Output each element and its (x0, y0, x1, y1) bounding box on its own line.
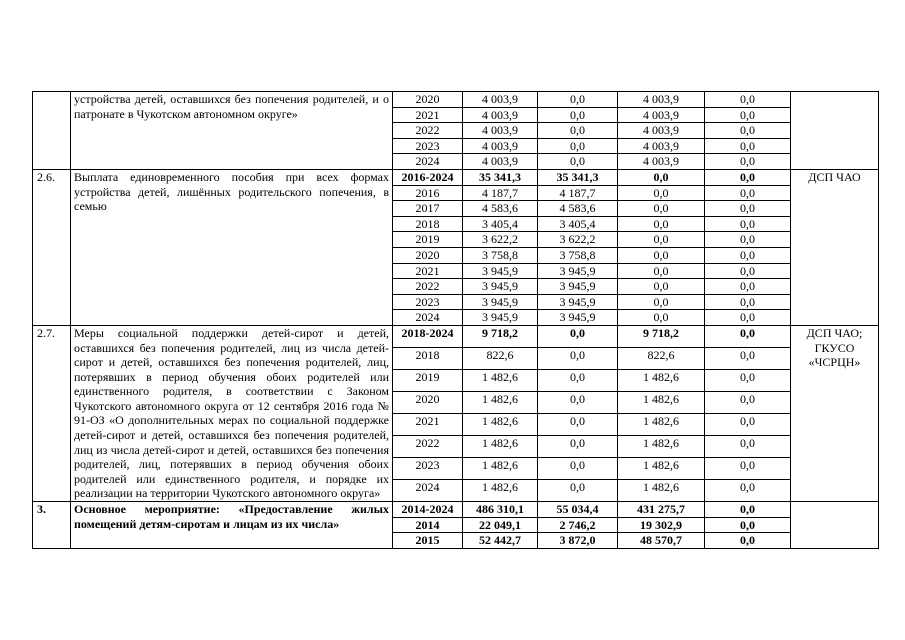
period-cell: 2022 (393, 123, 463, 139)
funding-table (32, 91, 879, 549)
regional-budget-cell: 4 003,9 (618, 123, 705, 139)
regional-budget-cell: 4 003,9 (618, 138, 705, 154)
regional-budget-cell: 0,0 (618, 279, 705, 295)
other-sources-cell: 0,0 (705, 154, 791, 170)
period-cell: 2014 (393, 517, 463, 533)
total-cell: 1 482,6 (463, 458, 538, 480)
other-sources-cell: 0,0 (705, 263, 791, 279)
other-sources-cell: 0,0 (705, 169, 791, 185)
period-cell: 2017 (393, 201, 463, 217)
other-sources-cell: 0,0 (705, 107, 791, 123)
total-cell: 3 945,9 (463, 279, 538, 295)
item-number: 2.7. (33, 325, 71, 501)
regional-budget-cell: 1 482,6 (618, 413, 705, 435)
item-number: 3. (33, 502, 71, 549)
other-sources-cell: 0,0 (705, 347, 791, 369)
other-sources-cell: 0,0 (705, 413, 791, 435)
regional-budget-cell: 9 718,2 (618, 325, 705, 347)
total-cell: 1 482,6 (463, 369, 538, 391)
other-sources-cell: 0,0 (705, 458, 791, 480)
federal-budget-cell: 0,0 (538, 369, 618, 391)
total-cell: 486 310,1 (463, 502, 538, 518)
table-body (33, 92, 879, 549)
period-cell: 2023 (393, 458, 463, 480)
federal-budget-cell: 0,0 (538, 391, 618, 413)
total-cell: 22 049,1 (463, 517, 538, 533)
period-cell: 2024 (393, 310, 463, 326)
responsible-executor (791, 92, 879, 170)
period-cell: 2018 (393, 347, 463, 369)
responsible-executor (791, 502, 879, 549)
responsible-executor: ДСП ЧАО; ГКУСО «ЧСРЦН» (791, 325, 879, 501)
federal-budget-cell: 0,0 (538, 480, 618, 502)
regional-budget-cell: 0,0 (618, 310, 705, 326)
regional-budget-cell: 0,0 (618, 169, 705, 185)
regional-budget-cell: 0,0 (618, 185, 705, 201)
period-cell: 2024 (393, 480, 463, 502)
total-cell: 4 583,6 (463, 201, 538, 217)
table-row (33, 92, 879, 108)
period-cell: 2016 (393, 185, 463, 201)
item-description: Основное мероприятие: «Предоставление жилых помещений детям-сиротам и лицам из их числа» (71, 502, 393, 549)
federal-budget-cell: 4 583,6 (538, 201, 618, 217)
other-sources-cell: 0,0 (705, 310, 791, 326)
other-sources-cell: 0,0 (705, 325, 791, 347)
regional-budget-cell: 0,0 (618, 216, 705, 232)
period-cell: 2024 (393, 154, 463, 170)
regional-budget-cell: 48 570,7 (618, 533, 705, 549)
other-sources-cell: 0,0 (705, 216, 791, 232)
federal-budget-cell: 3 405,4 (538, 216, 618, 232)
total-cell: 4 003,9 (463, 107, 538, 123)
other-sources-cell: 0,0 (705, 369, 791, 391)
other-sources-cell: 0,0 (705, 138, 791, 154)
period-cell: 2021 (393, 263, 463, 279)
regional-budget-cell: 0,0 (618, 232, 705, 248)
period-cell: 2020 (393, 391, 463, 413)
total-cell: 35 341,3 (463, 169, 538, 185)
regional-budget-cell: 4 003,9 (618, 154, 705, 170)
total-cell: 52 442,7 (463, 533, 538, 549)
federal-budget-cell: 0,0 (538, 107, 618, 123)
federal-budget-cell: 0,0 (538, 154, 618, 170)
regional-budget-cell: 0,0 (618, 247, 705, 263)
period-cell: 2020 (393, 92, 463, 108)
total-cell: 822,6 (463, 347, 538, 369)
period-cell: 2018 (393, 216, 463, 232)
federal-budget-cell: 3 945,9 (538, 279, 618, 295)
other-sources-cell: 0,0 (705, 232, 791, 248)
total-cell: 4 003,9 (463, 154, 538, 170)
federal-budget-cell: 2 746,2 (538, 517, 618, 533)
regional-budget-cell: 822,6 (618, 347, 705, 369)
regional-budget-cell: 4 003,9 (618, 107, 705, 123)
total-cell: 3 758,8 (463, 247, 538, 263)
regional-budget-cell: 1 482,6 (618, 391, 705, 413)
other-sources-cell: 0,0 (705, 480, 791, 502)
federal-budget-cell: 3 945,9 (538, 294, 618, 310)
total-cell: 3 405,4 (463, 216, 538, 232)
federal-budget-cell: 0,0 (538, 435, 618, 457)
federal-budget-cell: 0,0 (538, 458, 618, 480)
total-cell: 9 718,2 (463, 325, 538, 347)
regional-budget-cell: 19 302,9 (618, 517, 705, 533)
other-sources-cell: 0,0 (705, 294, 791, 310)
federal-budget-cell: 4 187,7 (538, 185, 618, 201)
period-cell: 2018-2024 (393, 325, 463, 347)
federal-budget-cell: 0,0 (538, 92, 618, 108)
federal-budget-cell: 35 341,3 (538, 169, 618, 185)
other-sources-cell: 0,0 (705, 185, 791, 201)
period-cell: 2019 (393, 232, 463, 248)
item-description: устройства детей, оставшихся без попечения родителей, и о патронате в Чукотском автономном округе» (71, 92, 393, 170)
regional-budget-cell: 1 482,6 (618, 480, 705, 502)
period-cell: 2023 (393, 294, 463, 310)
table-row (33, 169, 879, 185)
federal-budget-cell: 0,0 (538, 325, 618, 347)
regional-budget-cell: 4 003,9 (618, 92, 705, 108)
total-cell: 4 003,9 (463, 123, 538, 139)
regional-budget-cell: 1 482,6 (618, 435, 705, 457)
regional-budget-cell: 431 275,7 (618, 502, 705, 518)
other-sources-cell: 0,0 (705, 517, 791, 533)
federal-budget-cell: 0,0 (538, 413, 618, 435)
regional-budget-cell: 0,0 (618, 263, 705, 279)
other-sources-cell: 0,0 (705, 279, 791, 295)
item-number (33, 92, 71, 170)
other-sources-cell: 0,0 (705, 201, 791, 217)
total-cell: 4 003,9 (463, 92, 538, 108)
period-cell: 2022 (393, 435, 463, 457)
federal-budget-cell: 0,0 (538, 123, 618, 139)
period-cell: 2014-2024 (393, 502, 463, 518)
federal-budget-cell: 3 945,9 (538, 263, 618, 279)
period-cell: 2015 (393, 533, 463, 549)
federal-budget-cell: 3 622,2 (538, 232, 618, 248)
federal-budget-cell: 0,0 (538, 347, 618, 369)
federal-budget-cell: 3 945,9 (538, 310, 618, 326)
period-cell: 2021 (393, 413, 463, 435)
other-sources-cell: 0,0 (705, 502, 791, 518)
federal-budget-cell: 3 872,0 (538, 533, 618, 549)
period-cell: 2021 (393, 107, 463, 123)
total-cell: 4 003,9 (463, 138, 538, 154)
total-cell: 1 482,6 (463, 480, 538, 502)
item-number: 2.6. (33, 169, 71, 325)
period-cell: 2023 (393, 138, 463, 154)
item-description: Меры социальной поддержки детей-сирот и детей, оставшихся без попечения родителей, лиц из числа детей-сирот и детей, оставшихся без попечения родителей, лиц, потерявших в период обучения обоих родителей или единственного родителя, в соответствии с Законом Чукотского автономного округа от 12 сентября 2016 года № 91-ОЗ «О дополнительных мерах по социальной поддержке детей-сирот и детей, оставшихся без попечения родителей, лиц из числа детей-сирот и детей, оставшихся без попечения родителей, лиц, потерявших в период обучения обоих родителей или единственного родителя, и порядке их реализации на территории Чукотского автономного округа» (71, 325, 393, 501)
other-sources-cell: 0,0 (705, 92, 791, 108)
federal-budget-cell: 0,0 (538, 138, 618, 154)
federal-budget-cell: 3 758,8 (538, 247, 618, 263)
regional-budget-cell: 0,0 (618, 201, 705, 217)
regional-budget-cell: 0,0 (618, 294, 705, 310)
period-cell: 2016-2024 (393, 169, 463, 185)
other-sources-cell: 0,0 (705, 247, 791, 263)
regional-budget-cell: 1 482,6 (618, 369, 705, 391)
total-cell: 3 945,9 (463, 294, 538, 310)
period-cell: 2020 (393, 247, 463, 263)
period-cell: 2019 (393, 369, 463, 391)
other-sources-cell: 0,0 (705, 435, 791, 457)
total-cell: 1 482,6 (463, 391, 538, 413)
other-sources-cell: 0,0 (705, 533, 791, 549)
total-cell: 1 482,6 (463, 413, 538, 435)
total-cell: 3 945,9 (463, 263, 538, 279)
table-row (33, 325, 879, 347)
total-cell: 3 945,9 (463, 310, 538, 326)
responsible-executor: ДСП ЧАО (791, 169, 879, 325)
total-cell: 1 482,6 (463, 435, 538, 457)
other-sources-cell: 0,0 (705, 123, 791, 139)
federal-budget-cell: 55 034,4 (538, 502, 618, 518)
regional-budget-cell: 1 482,6 (618, 458, 705, 480)
period-cell: 2022 (393, 279, 463, 295)
item-description: Выплата единовременного пособия при всех формах устройства детей, лишённых родительского попечения, в семью (71, 169, 393, 325)
other-sources-cell: 0,0 (705, 391, 791, 413)
total-cell: 3 622,2 (463, 232, 538, 248)
total-cell: 4 187,7 (463, 185, 538, 201)
table-row (33, 502, 879, 518)
